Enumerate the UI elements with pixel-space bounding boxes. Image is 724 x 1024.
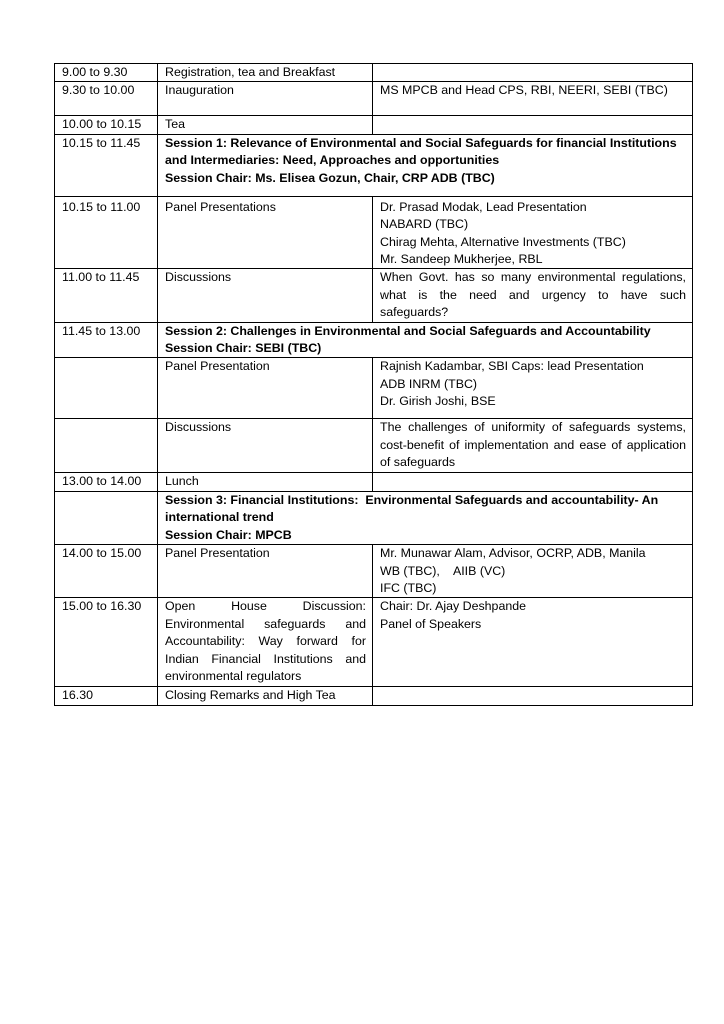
table-row xyxy=(55,116,693,134)
detail-cell xyxy=(373,598,693,687)
time-cell: 10.15 to 11.45 xyxy=(55,134,158,196)
item-cell: Registration, tea and Breakfast xyxy=(158,64,373,82)
item-cell: Discussions xyxy=(158,269,373,322)
table-row xyxy=(55,687,693,705)
speaker: Rajnish Kadambar, SBI Caps: lead Presentation xyxy=(380,359,644,374)
detail-cell xyxy=(373,473,693,491)
session-row xyxy=(55,491,693,544)
time-cell: 11.45 to 13.00 xyxy=(55,322,158,358)
item-cell: Discussions xyxy=(158,419,373,473)
item-cell: Inauguration xyxy=(158,82,373,116)
session-row xyxy=(55,322,693,358)
table-row xyxy=(55,598,693,687)
speaker: Panel of Speakers xyxy=(380,616,482,631)
table-row xyxy=(55,358,693,419)
table-row xyxy=(55,419,693,473)
item-cell: Panel Presentation xyxy=(158,358,373,419)
speaker: IFC (TBC) xyxy=(380,580,437,595)
speaker: WB (TBC), AIIB (VC) xyxy=(380,563,506,578)
time-cell: 14.00 to 15.00 xyxy=(55,545,158,598)
item-cell: Open House Discussion: Environmental safeguards and Accountability: Way forward for Indian Financial Institutions and environmental regulators xyxy=(158,598,373,687)
time-cell: 13.00 to 14.00 xyxy=(55,473,158,491)
detail-cell xyxy=(373,116,693,134)
speaker: Mr. Sandeep Mukherjee, RBL xyxy=(380,252,543,267)
detail-cell xyxy=(373,358,693,419)
table-row xyxy=(55,82,693,116)
table-row xyxy=(55,64,693,82)
item-cell: Lunch xyxy=(158,473,373,491)
session-title: Session 1: Relevance of Environmental and Social Safeguards for financial Institutions xyxy=(165,135,677,150)
time-cell: 11.00 to 11.45 xyxy=(55,269,158,322)
speaker: Chirag Mehta, Alternative Investments (TBC) xyxy=(380,234,626,249)
time-cell xyxy=(55,491,158,544)
table-row xyxy=(55,196,693,269)
time-cell: 16.30 xyxy=(55,687,158,705)
speaker: ADB INRM (TBC) xyxy=(380,376,478,391)
session-header xyxy=(158,322,693,358)
detail-cell xyxy=(373,545,693,598)
session-chair: Chair: Dr. Ajay Deshpande xyxy=(380,599,527,614)
agenda-table xyxy=(54,63,693,706)
item-cell: Panel Presentation xyxy=(158,545,373,598)
session-title: Session 3: Financial Institutions: Environmental Safeguards and accountability- An xyxy=(165,492,659,507)
time-cell xyxy=(55,358,158,419)
session-title-cont: and Intermediaries: Need, Approaches and opportunities xyxy=(165,153,500,168)
time-cell xyxy=(55,419,158,473)
session-title-cont: international trend xyxy=(165,510,274,525)
table-row xyxy=(55,473,693,491)
item-cell: Tea xyxy=(158,116,373,134)
time-cell: 15.00 to 16.30 xyxy=(55,598,158,687)
item-cell: Closing Remarks and High Tea xyxy=(158,687,373,705)
time-cell: 9.00 to 9.30 xyxy=(55,64,158,82)
speaker: Mr. Munawar Alam, Advisor, OCRP, ADB, Manila xyxy=(380,546,646,561)
table-row xyxy=(55,269,693,322)
detail-cell xyxy=(373,64,693,82)
table-row xyxy=(55,545,693,598)
session-chair: Session Chair: MPCB xyxy=(165,527,292,542)
session-header xyxy=(158,491,693,544)
detail-cell xyxy=(373,687,693,705)
time-cell: 10.15 to 11.00 xyxy=(55,196,158,269)
time-cell: 10.00 to 10.15 xyxy=(55,116,158,134)
session-chair: Session Chair: Ms. Elisea Gozun, Chair, CRP ADB (TBC) xyxy=(165,170,495,185)
detail-cell: MS MPCB and Head CPS, RBI, NEERI, SEBI (TBC) xyxy=(373,82,693,116)
session-title: Session 2: Challenges in Environmental and Social Safeguards and Accountability xyxy=(165,323,651,338)
detail-cell xyxy=(373,196,693,269)
speaker: NABARD (TBC) xyxy=(380,217,469,232)
speaker: Dr. Girish Joshi, BSE xyxy=(380,394,496,409)
detail-cell: The challenges of uniformity of safeguards systems, cost-benefit of implementation and ease of application of safeguards xyxy=(373,419,693,473)
session-row xyxy=(55,134,693,196)
item-cell: Panel Presentations xyxy=(158,196,373,269)
time-cell: 9.30 to 10.00 xyxy=(55,82,158,116)
speaker: Dr. Prasad Modak, Lead Presentation xyxy=(380,199,587,214)
session-chair: Session Chair: SEBI (TBC) xyxy=(165,341,322,356)
session-header xyxy=(158,134,693,196)
detail-cell: When Govt. has so many environmental regulations, what is the need and urgency to have such safeguards? xyxy=(373,269,693,322)
